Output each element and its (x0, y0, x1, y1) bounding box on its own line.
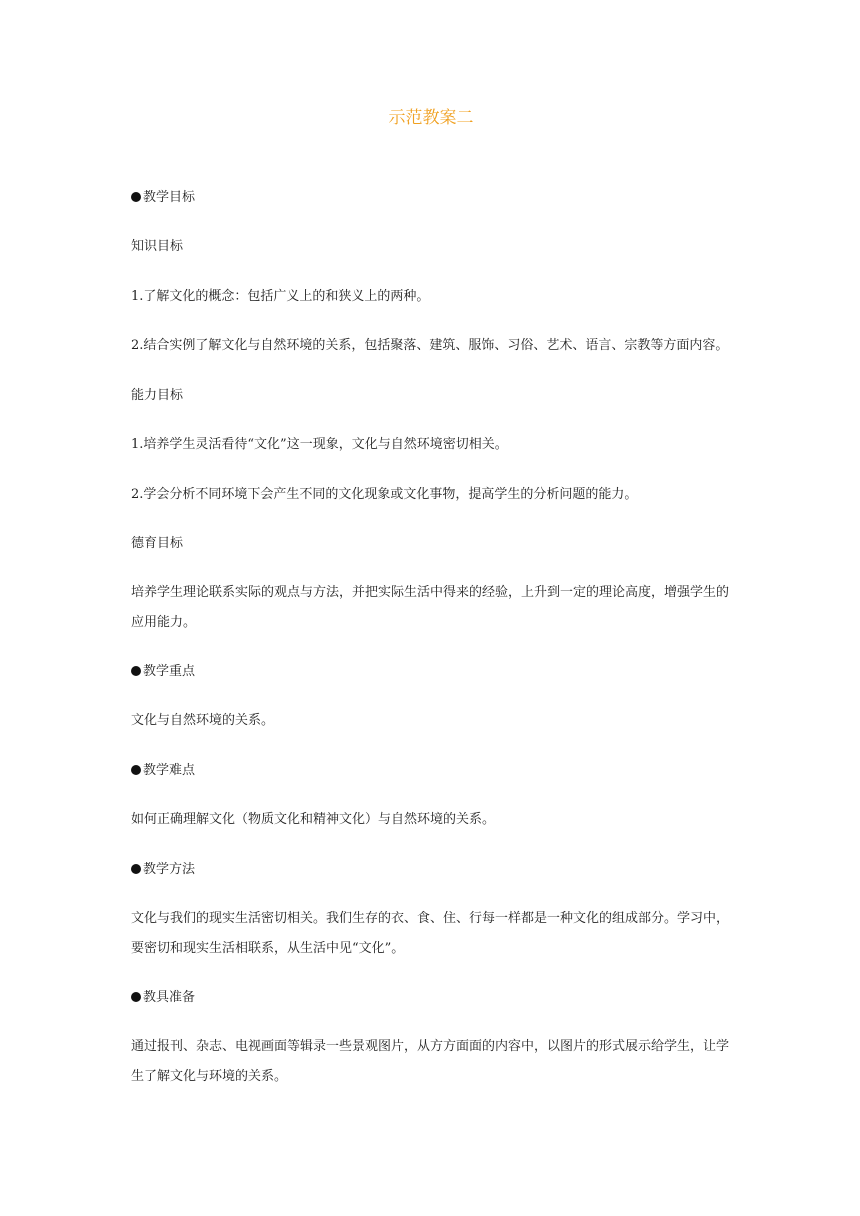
ability-item-2: 2.学会分析不同环境下会产生不同的文化现象或文化事物，提高学生的分析问题的能力。 (131, 487, 638, 502)
method-heading-row (131, 855, 731, 885)
bullet-icon (131, 864, 141, 874)
ability-item-1: 1.培养学生灵活看待“文化”这一现象，文化与自然环境密切相关。 (131, 437, 508, 452)
bullet-icon (131, 192, 141, 202)
method-text: 文化与我们的现实生活密切相关。我们生存的衣、食、住、行每一样都是一种文化的组成部分。学习中，要密切和现实生活相联系，从生活中见“文化”。 (131, 911, 730, 956)
section-heading: 教学目标 (143, 190, 196, 205)
document-title: 示范教案二 (388, 108, 474, 128)
knowledge-item-1: 1.了解文化的概念：包括广义上的和狭义上的两种。 (131, 289, 430, 304)
difficulty-heading-row (131, 756, 731, 786)
bullet-icon (131, 765, 141, 775)
section-heading: 教学方法 (143, 862, 196, 877)
bullet-icon (131, 992, 141, 1002)
bullet-icon (131, 666, 141, 676)
key-text: 文化与自然环境的关系。 (131, 713, 275, 728)
knowledge-heading: 知识目标 (131, 239, 184, 254)
key-heading-row (131, 657, 731, 687)
section-heading: 教学重点 (143, 664, 196, 679)
prep-text: 通过报刊、杂志、电视画面等辑录一些景观图片，从方方面面的内容中，以图片的形式展示给学生，让学生了解文化与环境的关系。 (131, 1039, 730, 1084)
prep-heading-row (131, 983, 731, 1013)
moral-heading: 德育目标 (131, 536, 184, 551)
section-heading: 教具准备 (143, 990, 196, 1005)
moral-text: 培养学生理论联系实际的观点与方法，并把实际生活中得来的经验，上升到一定的理论高度，增强学生的应用能力。 (131, 585, 730, 630)
knowledge-item-2: 2.结合实例了解文化与自然环境的关系，包括聚落、建筑、服饰、习俗、艺术、语言、宗教等方面内容。 (131, 338, 729, 353)
ability-heading: 能力目标 (131, 388, 184, 403)
goals-heading-row (131, 183, 731, 213)
difficulty-text: 如何正确理解文化（物质文化和精神文化）与自然环境的关系。 (131, 812, 496, 827)
section-heading: 教学难点 (143, 763, 196, 778)
